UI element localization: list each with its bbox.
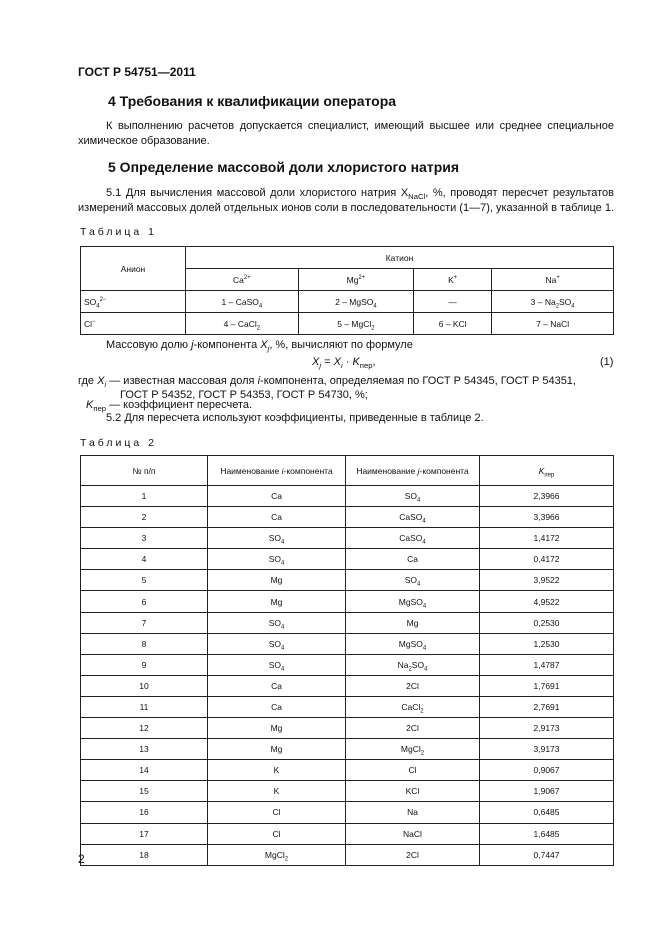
table-row (81, 570, 614, 591)
table-cell: NaCl (346, 823, 480, 844)
col-header-k: $K_{пер}$ (480, 456, 614, 486)
table-cell: K (208, 781, 346, 802)
table-2 (80, 455, 614, 866)
table-cell: Cl (208, 823, 346, 844)
section-5-text: 5.1 Для вычисления массовой доли хлористого натрия $X_{NaCl}$, %, проводят пересчет результатов измерений массовых долей отдельных ионов соли в последовательности (1—7), указанной в таблице 1. (78, 187, 614, 214)
table-cell: Mg (208, 570, 346, 591)
table-cell: CaSO$_4$ (346, 528, 480, 549)
table-1-caption: Таблица 1 (80, 226, 157, 238)
section-4-title: 4 Требования к квалификации оператора (108, 93, 397, 109)
cation-na: Na+ (492, 269, 614, 291)
document-header: ГОСТ Р 54751—2011 (78, 65, 196, 79)
table-cell: 2,3966 (480, 486, 614, 507)
table-cell: 9 (81, 654, 208, 675)
table-cell: 4 – CaCl$_2$ (186, 313, 299, 335)
table-cell: CaSO$_4$ (346, 507, 480, 528)
table-row (81, 654, 614, 675)
table-cell: 1 (81, 486, 208, 507)
table-cell: K (208, 760, 346, 781)
table-cell: 2Cl (346, 844, 480, 865)
table-cell: 2,7691 (480, 696, 614, 717)
section-5-2-text: 5.2 Для пересчета используют коэффициенты, приведенные в таблице 2. (106, 412, 484, 424)
table-cell: $SO_4$ (346, 570, 480, 591)
anion-cl: Cl− (81, 313, 186, 335)
table-row (81, 612, 614, 633)
table-cell: 17 (81, 823, 208, 844)
table-row (81, 781, 614, 802)
table-cell: 4,9522 (480, 591, 614, 612)
table-cell: 6 (81, 591, 208, 612)
table-cell: — (414, 291, 492, 313)
table-cell: 16 (81, 802, 208, 823)
table-row (81, 802, 614, 823)
table-cell: Mg (208, 739, 346, 760)
table-cell: 2,9173 (480, 718, 614, 739)
table-cell: 2Cl (346, 718, 480, 739)
table-cell: $SO_4$ (208, 612, 346, 633)
formula-where-xi-cont: ГОСТ Р 54352, ГОСТ Р 54353, ГОСТ Р 54730, %; (120, 389, 368, 401)
table-cell: 2Cl (346, 675, 480, 696)
table-row (81, 718, 614, 739)
table-cell: 7 (81, 612, 208, 633)
table-cell: Mg (208, 591, 346, 612)
table-cell: Cl (346, 760, 480, 781)
table-cell: KCl (346, 781, 480, 802)
table-cell: MgCl$_2$ (208, 844, 346, 865)
table-cell: Cl (208, 802, 346, 823)
table-cell: 8 (81, 633, 208, 654)
cation-header: Катион (186, 247, 614, 269)
table-cell: MgSO$_4$ (346, 591, 480, 612)
table-row (81, 633, 614, 654)
table-row (81, 844, 614, 865)
table-cell: 18 (81, 844, 208, 865)
table-cell: 3 (81, 528, 208, 549)
col-header-i: Наименование i-компонента (208, 456, 346, 486)
table-cell: 0,9067 (480, 760, 614, 781)
table-row (81, 675, 614, 696)
table-cell: $3 - Na_2SO_4$ (492, 291, 614, 313)
table-cell: 14 (81, 760, 208, 781)
formula-number: (1) (600, 356, 614, 368)
table-row (81, 696, 614, 717)
table-1 (80, 246, 614, 335)
table-cell: MgCl$_2$ (346, 739, 480, 760)
cation-mg: $Mg^{2+}$ (298, 269, 413, 291)
table-cell: 3,3966 (480, 507, 614, 528)
table-cell: $SO_4$ (208, 654, 346, 675)
section-5-title: 5 Определение массовой доли хлористого натрия (108, 159, 460, 175)
cation-k: K+ (414, 269, 492, 291)
anion-so4: $SO_4^{2-}$ (81, 291, 186, 313)
table-cell: 5 (81, 570, 208, 591)
table-cell: CaCl$_2$ (346, 696, 480, 717)
table-cell: 1,9067 (480, 781, 614, 802)
table-cell: 12 (81, 718, 208, 739)
table-cell: 1,4787 (480, 654, 614, 675)
table-cell: Ca (208, 696, 346, 717)
table-cell: 2 – MgSO$_4$ (298, 291, 413, 313)
table-cell: 0,7447 (480, 844, 614, 865)
table-cell: Ca (208, 675, 346, 696)
cation-ca: $Ca^{2+}$ (186, 269, 299, 291)
table-cell: 1 – CaSO$_4$ (186, 291, 299, 313)
table-cell: 11 (81, 696, 208, 717)
formula-where-xi: где $X_i$ — известная массовая доля i-компонента, определяемая по ГОСТ Р 54345, ГОСТ Р 54351, (78, 375, 576, 390)
table-cell: 6 – KCl (414, 313, 492, 335)
table-cell: 13 (81, 739, 208, 760)
table-row (81, 760, 614, 781)
table-cell: $SO_4$ (208, 633, 346, 654)
table-row (81, 591, 614, 612)
table-row (81, 507, 614, 528)
table-cell: 1,4172 (480, 528, 614, 549)
anion-header: Анион (81, 247, 186, 291)
table-cell: 0,2530 (480, 612, 614, 633)
table-cell: 3,9522 (480, 570, 614, 591)
col-header-j: Наименование j-компонента (346, 456, 480, 486)
table-cell: 2 (81, 507, 208, 528)
table-cell: Na (346, 802, 480, 823)
section-4-text: К выполнению расчетов допускается специалист, имеющий высшее или среднее специальное химическое образование. (78, 120, 614, 147)
table-cell: Mg (346, 612, 480, 633)
table-cell: $SO_4$ (346, 486, 480, 507)
table-2-caption: Таблица 2 (80, 437, 157, 449)
table-cell: 1,7691 (480, 675, 614, 696)
table-cell: 1,2530 (480, 633, 614, 654)
table-cell: 1,6485 (480, 823, 614, 844)
formula-1: $X_j = X_i \cdot K_{пер}$, (312, 356, 376, 371)
table-cell: Ca (208, 507, 346, 528)
table-row (81, 739, 614, 760)
col-header-num: № п/п (81, 456, 208, 486)
table-cell: $Na_2SO_4$ (346, 654, 480, 675)
table-cell: 0,6485 (480, 802, 614, 823)
table-cell: Ca (208, 486, 346, 507)
formula-intro: Массовую долю j-компонента $X_j$, %, вычисляют по формуле (106, 339, 413, 354)
table-row (81, 823, 614, 844)
page-number: 2 (78, 852, 85, 866)
table-cell: 7 – NaCl (492, 313, 614, 335)
table-cell: $SO_4$ (208, 549, 346, 570)
table-cell: 3,9173 (480, 739, 614, 760)
table-cell: 15 (81, 781, 208, 802)
formula-where-k: $K_{пер}$ — коэффициент пересчета. (86, 399, 253, 414)
table-cell: $SO_4$ (208, 528, 346, 549)
table-cell: Ca (346, 549, 480, 570)
table-cell: 5 – MgCl$_2$ (298, 313, 413, 335)
table-cell: MgSO$_4$ (346, 633, 480, 654)
table-cell: 0,4172 (480, 549, 614, 570)
table-row (81, 528, 614, 549)
table-cell: 4 (81, 549, 208, 570)
table-cell: 10 (81, 675, 208, 696)
table-row (81, 486, 614, 507)
table-cell: Mg (208, 718, 346, 739)
table-row (81, 549, 614, 570)
